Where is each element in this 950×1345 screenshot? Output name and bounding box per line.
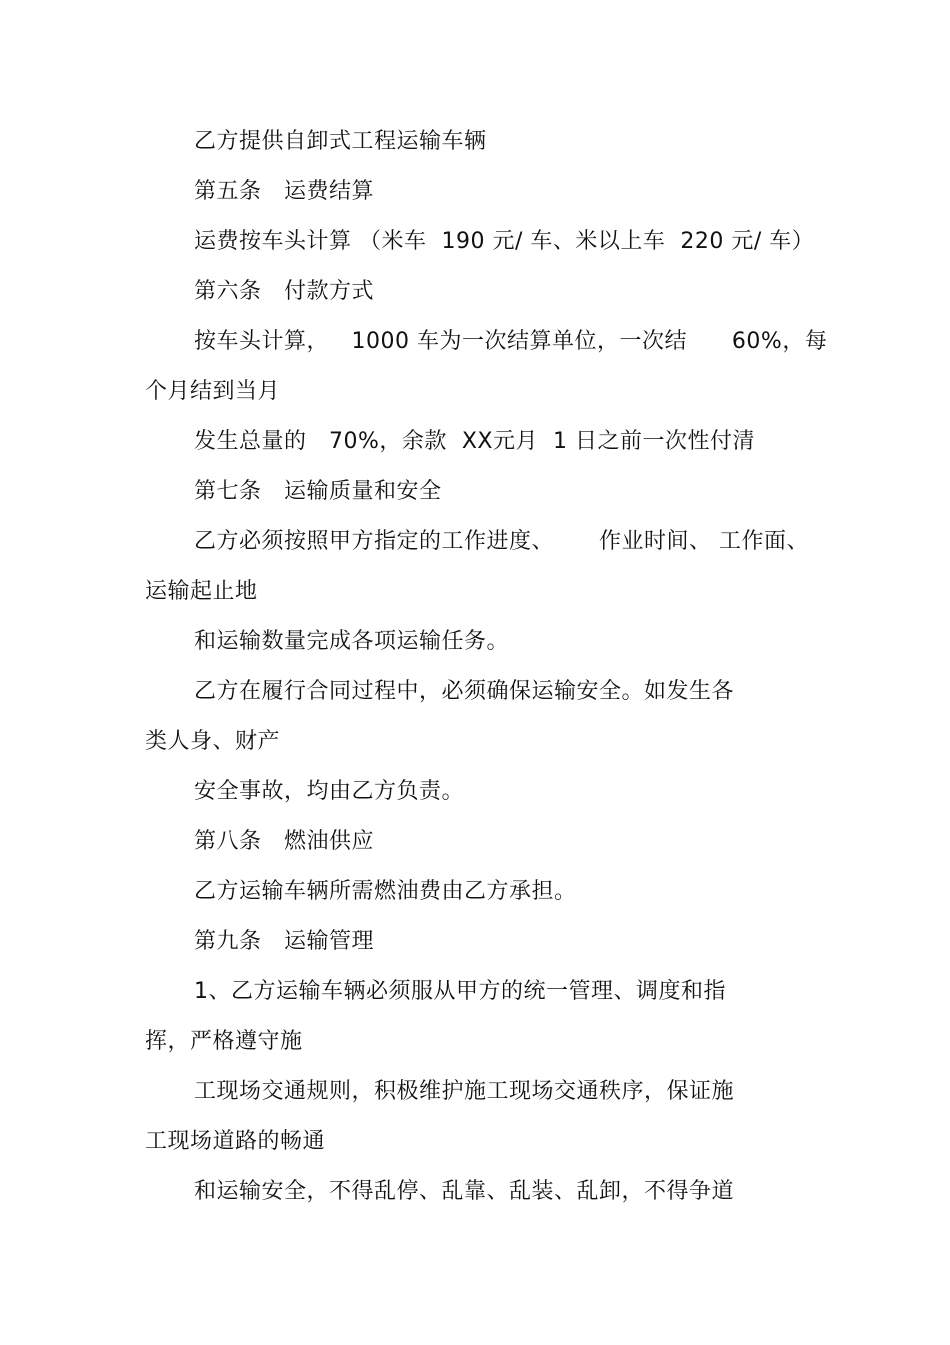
paragraph-line: 个月结到当月 (145, 379, 281, 404)
paragraph-line: 安全事故，均由乙方负责。 (194, 779, 465, 804)
paragraph-line: 乙方运输车辆所需燃油费由乙方承担。 (194, 879, 577, 904)
article-heading: 第六条 付款方式 (194, 279, 374, 304)
paragraph-line: 和运输安全，不得乱停、乱靠、乱装、乱卸，不得争道 (194, 1179, 735, 1204)
paragraph-line: 乙方提供自卸式工程运输车辆 (194, 129, 487, 154)
article-heading: 第五条 运费结算 (194, 179, 374, 204)
paragraph-line: 按车头计算， 1000 车为一次结算单位，一次结 60%，每 (194, 329, 828, 354)
paragraph-line: 发生总量的 70%，余款 XX元月 1 日之前一次性付清 (194, 429, 755, 454)
paragraph-line: 类人身、财产 (145, 729, 281, 754)
paragraph-line: 工现场道路的畅通 (145, 1129, 326, 1154)
paragraph-line: 1、乙方运输车辆必须服从甲方的统一管理、调度和指 (194, 979, 726, 1004)
paragraph-line: 乙方必须按照甲方指定的工作进度、 作业时间、 工作面、 (194, 529, 809, 554)
paragraph-line: 运费按车头计算 （米车 190 元/ 车、米以上车 220 元/ 车） (194, 229, 815, 254)
paragraph-line: 和运输数量完成各项运输任务。 (194, 629, 510, 654)
paragraph-line: 运输起止地 (145, 579, 258, 604)
paragraph-line: 挥，严格遵守施 (145, 1029, 303, 1054)
paragraph-line: 乙方在履行合同过程中，必须确保运输安全。如发生各 (194, 679, 735, 704)
article-heading: 第八条 燃油供应 (194, 829, 374, 854)
article-heading: 第九条 运输管理 (194, 929, 374, 954)
paragraph-line: 工现场交通规则，积极维护施工现场交通秩序，保证施 (194, 1079, 735, 1104)
article-heading: 第七条 运输质量和安全 (194, 479, 442, 504)
